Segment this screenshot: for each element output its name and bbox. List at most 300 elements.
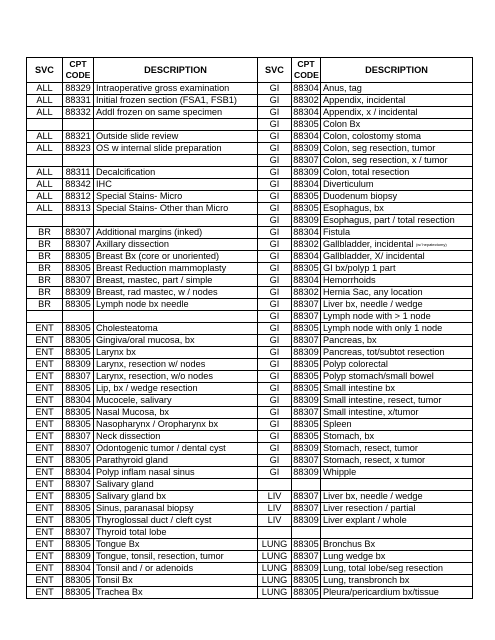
left-cpt-code-cell-text: 88309 <box>65 359 91 370</box>
right-description-cell-text: Colon, seg resection, tumor <box>323 143 436 153</box>
right-svc-cell-text: GI <box>269 347 280 358</box>
table-row <box>27 359 473 371</box>
right-description-cell-text: Stomach, resect, tumor <box>323 443 418 454</box>
right-svc-cell-text: GI <box>269 119 280 129</box>
left-description-cell <box>94 419 258 431</box>
right-description-cell <box>321 491 473 503</box>
left-description-cell <box>94 119 258 131</box>
table-row <box>27 143 473 155</box>
right-description-cell-text: Liver bx, needle / wedge <box>323 299 423 310</box>
right-description-cell-text: Colon, seg resection, x / tumor <box>323 155 448 165</box>
right-svc-cell <box>258 143 292 155</box>
left-description-cell-text: Gingiva/oral mucosa, bx <box>96 335 195 346</box>
right-cpt-code-cell <box>292 119 321 131</box>
left-svc-cell <box>27 431 63 443</box>
right-cpt-code-cell-text: 88307 <box>293 335 319 346</box>
right-description-cell <box>321 275 473 287</box>
left-description-cell <box>94 575 258 587</box>
table-row <box>27 155 473 167</box>
left-description-cell-text: Larynx bx <box>96 347 136 358</box>
table-row <box>27 191 473 203</box>
right-cpt-code-cell-text: 88304 <box>293 131 319 141</box>
left-cpt-code-cell-text: 88305 <box>65 455 91 466</box>
right-description-cell <box>321 239 473 251</box>
left-svc-cell-text: ENT <box>35 587 54 598</box>
left-svc-cell <box>27 119 63 131</box>
cpt-code-header-left <box>63 58 94 83</box>
right-svc-cell <box>258 491 292 503</box>
left-description-cell <box>94 263 258 275</box>
right-description-cell <box>321 575 473 587</box>
left-description-cell-text: Breast Reduction mammoplasty <box>96 263 227 274</box>
left-cpt-code-cell <box>63 155 94 167</box>
right-cpt-code-cell <box>292 587 321 599</box>
right-description-cell <box>321 455 473 467</box>
left-svc-cell <box>27 347 63 359</box>
right-description-cell-text: Lung, transbronch bx <box>323 575 410 586</box>
left-svc-cell <box>27 215 63 227</box>
right-cpt-code-cell-text: 88307 <box>293 551 319 562</box>
right-svc-cell <box>258 215 292 227</box>
right-cpt-code-cell <box>292 167 321 179</box>
table-row <box>27 275 473 287</box>
right-description-cell <box>321 251 473 263</box>
left-svc-cell <box>27 467 63 479</box>
left-svc-cell <box>27 515 63 527</box>
left-cpt-code-cell <box>63 431 94 443</box>
svc-header-right: SVC <box>258 58 292 83</box>
right-description-cell <box>321 359 473 371</box>
left-svc-cell-text: BR <box>38 287 51 298</box>
right-cpt-code-cell <box>292 515 321 527</box>
left-svc-cell <box>27 131 63 143</box>
right-description-cell-text: Bronchus Bx <box>323 539 376 550</box>
right-svc-cell-text: LIV <box>267 491 282 502</box>
left-cpt-code-cell <box>63 395 94 407</box>
right-description-cell <box>321 143 473 155</box>
right-svc-cell <box>258 359 292 371</box>
right-svc-cell-text: GI <box>269 143 280 153</box>
left-svc-cell-text: BR <box>38 299 51 310</box>
right-cpt-code-cell <box>292 383 321 395</box>
left-cpt-code-cell <box>63 323 94 335</box>
left-cpt-code-cell <box>63 563 94 575</box>
left-description-cell <box>94 587 258 599</box>
left-svc-cell-text: ALL <box>36 107 53 117</box>
left-svc-cell-text: ALL <box>36 95 53 105</box>
right-cpt-code-cell <box>292 251 321 263</box>
left-description-cell-text: Tonsil and / or adenoids <box>96 563 194 574</box>
right-svc-cell-text: GI <box>269 407 280 418</box>
left-cpt-code-cell-text: 88329 <box>65 83 91 93</box>
left-svc-cell <box>27 335 63 347</box>
left-cpt-code-cell-text: 88307 <box>65 479 91 490</box>
right-svc-cell <box>258 383 292 395</box>
table-row <box>27 83 473 95</box>
left-cpt-code-cell <box>63 383 94 395</box>
table-row <box>27 551 473 563</box>
table-row <box>27 335 473 347</box>
right-svc-cell-text: LUNG <box>261 539 288 550</box>
right-cpt-code-cell <box>292 275 321 287</box>
left-cpt-code-cell <box>63 479 94 491</box>
right-svc-cell <box>258 263 292 275</box>
table-row <box>27 107 473 119</box>
left-svc-cell-text: ENT <box>35 323 54 334</box>
right-description-cell-text: Liver explant / whole <box>323 515 407 526</box>
left-svc-cell <box>27 407 63 419</box>
left-description-cell <box>94 323 258 335</box>
left-description-cell-text: Axillary dissection <box>96 239 170 250</box>
right-cpt-code-cell <box>292 359 321 371</box>
right-cpt-code-cell-text: 88302 <box>293 95 319 105</box>
left-description-cell <box>94 491 258 503</box>
left-cpt-code-cell-text: 88309 <box>65 551 91 562</box>
left-description-cell-text: Addl frozen on same specimen <box>96 107 223 117</box>
left-description-cell <box>94 479 258 491</box>
left-description-cell-text: Tongue, tonsil, resection, tumor <box>96 551 224 562</box>
right-cpt-code-cell-text: 88305 <box>293 323 319 334</box>
right-svc-cell-text: GI <box>269 107 280 117</box>
left-description-cell <box>94 95 258 107</box>
right-cpt-code-cell <box>292 467 321 479</box>
table-row <box>27 251 473 263</box>
right-description-cell-text: Lung, total lobe/seg resection <box>323 563 444 574</box>
right-description-cell <box>321 191 473 203</box>
right-svc-cell-text: GI <box>269 263 280 274</box>
right-description-cell <box>321 323 473 335</box>
right-svc-cell-text: LUNG <box>261 551 288 562</box>
left-description-cell-text: Thyroglossal duct / cleft cyst <box>96 515 212 526</box>
left-description-cell <box>94 395 258 407</box>
left-cpt-code-cell <box>63 239 94 251</box>
left-description-cell <box>94 143 258 155</box>
right-svc-cell-text: GI <box>269 155 280 165</box>
left-description-cell <box>94 251 258 263</box>
right-description-cell <box>321 563 473 575</box>
right-description-cell-text: Small intestine bx <box>323 383 396 394</box>
left-svc-cell-text: ENT <box>35 443 54 454</box>
right-cpt-code-cell-text: 88302 <box>293 239 319 250</box>
left-svc-cell <box>27 575 63 587</box>
right-description-cell <box>321 179 473 191</box>
left-description-cell-text: Neck dissection <box>96 431 161 442</box>
right-svc-cell-text: GI <box>269 131 280 141</box>
left-svc-cell-text: ENT <box>35 383 54 394</box>
left-cpt-code-cell <box>63 575 94 587</box>
left-description-cell-text: Outside slide review <box>96 131 179 141</box>
right-cpt-code-cell-text: 88304 <box>293 251 319 262</box>
table-row <box>27 383 473 395</box>
right-svc-cell-text: GI <box>269 239 280 250</box>
left-description-cell-text: OS w internal slide preparation <box>96 143 222 153</box>
table-row <box>27 311 473 323</box>
left-cpt-code-cell-text: 88304 <box>65 563 91 574</box>
right-description-cell-text: Stomach, bx <box>323 431 375 442</box>
left-description-cell-text: Breast, mastec, part / simple <box>96 275 213 286</box>
right-cpt-code-cell <box>292 443 321 455</box>
left-svc-cell <box>27 587 63 599</box>
left-cpt-code-cell <box>63 143 94 155</box>
left-svc-cell <box>27 527 63 539</box>
left-cpt-code-cell-text: 88305 <box>65 407 91 418</box>
right-description-cell-text: Pleura/pericardium bx/tissue <box>323 587 439 598</box>
left-svc-cell-text: BR <box>38 239 51 250</box>
table-row <box>27 227 473 239</box>
right-svc-cell <box>258 575 292 587</box>
right-cpt-code-cell <box>292 95 321 107</box>
left-svc-cell <box>27 299 63 311</box>
left-svc-cell-text: ENT <box>35 359 54 370</box>
right-cpt-code-cell-text: 88307 <box>293 299 319 310</box>
right-description-cell <box>321 539 473 551</box>
left-cpt-code-cell <box>63 299 94 311</box>
left-description-cell <box>94 563 258 575</box>
right-svc-cell-text: GI <box>269 455 280 466</box>
left-description-cell-text: Trachea Bx <box>96 587 143 598</box>
right-svc-cell-text: GI <box>269 215 280 225</box>
right-description-cell-text: Liver bx, needle / wedge <box>323 491 423 502</box>
table-row <box>27 443 473 455</box>
right-description-cell <box>321 347 473 359</box>
right-cpt-code-cell <box>292 419 321 431</box>
right-description-cell <box>321 383 473 395</box>
left-description-cell-text: Breast Bx (core or unoriented) <box>96 251 220 262</box>
left-cpt-code-cell <box>63 443 94 455</box>
left-description-cell-text: Intraoperative gross examination <box>96 83 230 93</box>
left-svc-cell <box>27 179 63 191</box>
left-svc-cell <box>27 155 63 167</box>
right-svc-cell <box>258 203 292 215</box>
right-description-cell-text: Esophagus, part / total resection <box>323 215 455 225</box>
left-svc-cell <box>27 311 63 323</box>
left-svc-cell-text: BR <box>38 251 51 262</box>
left-cpt-code-cell <box>63 551 94 563</box>
left-description-cell-text: Breast, rad mastec, w / nodes <box>96 287 218 298</box>
right-svc-cell-text: GI <box>269 179 280 189</box>
left-description-cell <box>94 215 258 227</box>
right-cpt-code-cell-text: 88304 <box>293 227 319 237</box>
right-description-cell-text: Appendix, x / incidental <box>323 107 418 117</box>
right-description-cell-text: Small intestine, resect, tumor <box>323 395 442 406</box>
right-description-cell-text: Diverticulum <box>323 179 374 189</box>
right-cpt-code-cell-text: 88309 <box>293 467 319 478</box>
left-cpt-code-cell <box>63 539 94 551</box>
right-cpt-code-cell <box>292 179 321 191</box>
table-row <box>27 299 473 311</box>
table-row <box>27 347 473 359</box>
description-header-left: DESCRIPTION <box>94 58 258 83</box>
right-description-cell <box>321 443 473 455</box>
right-svc-cell <box>258 119 292 131</box>
right-svc-cell <box>258 275 292 287</box>
cpt-header-line2: CODE <box>65 70 91 80</box>
cpt-code-table <box>26 57 473 599</box>
right-cpt-code-cell <box>292 371 321 383</box>
right-cpt-code-cell <box>292 83 321 95</box>
right-cpt-code-cell <box>292 503 321 515</box>
right-svc-cell <box>258 107 292 119</box>
right-cpt-code-cell <box>292 155 321 167</box>
left-description-cell <box>94 371 258 383</box>
left-cpt-code-cell-text: 88307 <box>65 227 91 237</box>
table-row <box>27 119 473 131</box>
left-cpt-code-cell <box>63 491 94 503</box>
right-cpt-code-cell <box>292 203 321 215</box>
right-svc-cell <box>258 179 292 191</box>
left-svc-cell-text: BR <box>38 275 51 286</box>
right-description-cell <box>321 515 473 527</box>
right-description-cell <box>321 311 473 323</box>
right-description-cell-text: Small intestine, x/tumor <box>323 407 419 418</box>
right-svc-cell-text: GI <box>269 251 280 262</box>
right-cpt-code-cell <box>292 575 321 587</box>
right-description-cell <box>321 215 473 227</box>
left-description-cell-text: Special Stains- Other than Micro <box>96 203 229 213</box>
right-description-cell-text: Gallbladder, incidental <box>323 239 414 249</box>
left-cpt-code-cell-text: 88331 <box>65 95 91 105</box>
left-description-cell-text: Polyp inflam nasal sinus <box>96 467 195 478</box>
right-description-cell <box>321 419 473 431</box>
left-svc-cell-text: ENT <box>35 431 54 442</box>
left-svc-cell-text: ENT <box>35 563 54 574</box>
right-description-cell-text: Appendix, incidental <box>323 95 406 105</box>
left-description-cell <box>94 431 258 443</box>
right-cpt-code-cell-text: 88304 <box>293 107 319 117</box>
left-svc-cell <box>27 395 63 407</box>
left-cpt-code-cell <box>63 83 94 95</box>
left-description-cell-text: Mucocele, salivary <box>96 395 172 406</box>
right-cpt-code-cell-text: 88307 <box>293 407 319 418</box>
right-description-cell-text: Lymph node with only 1 node <box>323 323 443 334</box>
right-description-cell-text: Colon, total resection <box>323 167 410 177</box>
right-description-cell <box>321 287 473 299</box>
left-description-cell <box>94 299 258 311</box>
table-row <box>27 371 473 383</box>
left-cpt-code-cell-text: 88305 <box>65 299 91 310</box>
left-svc-cell <box>27 287 63 299</box>
right-cpt-code-cell-text: 88305 <box>293 431 319 442</box>
right-cpt-code-cell-text: 88305 <box>293 383 319 394</box>
right-cpt-code-cell <box>292 431 321 443</box>
right-cpt-code-cell <box>292 191 321 203</box>
right-cpt-code-cell <box>292 395 321 407</box>
right-svc-cell <box>258 371 292 383</box>
left-cpt-code-cell-text: 88305 <box>65 575 91 586</box>
left-description-cell-text: Nasal Mucosa, bx <box>96 407 170 418</box>
right-cpt-code-cell-text: 88305 <box>293 203 319 213</box>
left-svc-cell <box>27 251 63 263</box>
left-svc-cell-text: ALL <box>36 131 53 141</box>
cpt-header-line1: CPT <box>297 59 315 69</box>
left-svc-cell-text: ENT <box>35 467 54 478</box>
right-svc-cell-text: GI <box>269 359 280 370</box>
table-row <box>27 575 473 587</box>
right-svc-cell <box>258 395 292 407</box>
right-description-cell <box>321 407 473 419</box>
right-description-cell-text: Colon, colostomy stoma <box>323 131 422 141</box>
right-cpt-code-cell-text: 88307 <box>293 155 319 165</box>
right-description-cell <box>321 395 473 407</box>
right-svc-cell-text: GI <box>269 167 280 177</box>
left-svc-cell <box>27 275 63 287</box>
left-svc-cell-text: ALL <box>36 179 53 189</box>
left-cpt-code-cell <box>63 455 94 467</box>
svc-header-left: SVC <box>27 58 63 83</box>
right-cpt-code-cell <box>292 287 321 299</box>
left-cpt-code-cell-text: 88313 <box>65 203 91 213</box>
right-cpt-code-cell <box>292 455 321 467</box>
right-cpt-code-cell-text: 88309 <box>293 515 319 526</box>
left-cpt-code-cell-text: 88305 <box>65 263 91 274</box>
left-cpt-code-cell-text: 88305 <box>65 323 91 334</box>
left-description-cell <box>94 503 258 515</box>
right-svc-cell-text: GI <box>269 395 280 406</box>
table-row <box>27 491 473 503</box>
right-cpt-code-cell-text: 88304 <box>293 275 319 286</box>
left-svc-cell <box>27 359 63 371</box>
right-svc-cell-text: LUNG <box>261 563 288 574</box>
table-row <box>27 503 473 515</box>
right-description-cell-text: Spleen <box>323 419 352 430</box>
right-svc-cell-text: GI <box>269 383 280 394</box>
right-cpt-code-cell <box>292 323 321 335</box>
left-svc-cell-text: ENT <box>35 539 54 550</box>
left-description-cell-text: Special Stains- Micro <box>96 191 183 201</box>
left-cpt-code-cell <box>63 347 94 359</box>
right-description-cell-text: Esophagus, bx <box>323 203 384 213</box>
left-cpt-code-cell-text: 88305 <box>65 335 91 346</box>
left-cpt-code-cell <box>63 107 94 119</box>
table-row <box>27 167 473 179</box>
left-svc-cell <box>27 503 63 515</box>
left-svc-cell <box>27 95 63 107</box>
left-description-cell <box>94 359 258 371</box>
right-description-cell <box>321 107 473 119</box>
cpt-header-line2: CODE <box>294 70 319 80</box>
right-cpt-code-cell-text: 88309 <box>293 167 319 177</box>
left-description-cell-text: Salivary gland <box>96 479 154 490</box>
right-cpt-code-cell-text: 88307 <box>293 503 319 514</box>
table-body <box>27 83 473 599</box>
right-cpt-code-cell-text: 88305 <box>293 191 319 201</box>
right-svc-cell-text: LIV <box>267 503 282 514</box>
left-description-cell <box>94 443 258 455</box>
left-description-cell-text: Initial frozen section (FSA1, FSB1) <box>96 95 237 105</box>
left-svc-cell <box>27 455 63 467</box>
left-svc-cell-text: ALL <box>36 143 53 153</box>
right-svc-cell-text: GI <box>269 191 280 201</box>
left-description-cell-text: Larynx, resection, w/o nodes <box>96 371 213 382</box>
right-description-cell-text: Hernia Sac, any location <box>323 287 423 298</box>
right-description-cell-text: Polyp stomach/small bowel <box>323 371 434 382</box>
right-description-cell <box>321 335 473 347</box>
right-description-cell <box>321 119 473 131</box>
right-svc-cell <box>258 431 292 443</box>
right-description-cell <box>321 431 473 443</box>
right-description-cell-text: Lymph node with > 1 node <box>323 311 431 322</box>
left-svc-cell <box>27 323 63 335</box>
left-description-cell <box>94 287 258 299</box>
left-description-cell <box>94 203 258 215</box>
right-description-cell <box>321 503 473 515</box>
right-cpt-code-cell-text: 88309 <box>293 563 319 574</box>
right-description-cell-text: Anus, tag <box>323 83 362 93</box>
left-svc-cell <box>27 191 63 203</box>
right-cpt-code-cell <box>292 479 321 491</box>
left-cpt-code-cell <box>63 275 94 287</box>
left-description-cell <box>94 539 258 551</box>
